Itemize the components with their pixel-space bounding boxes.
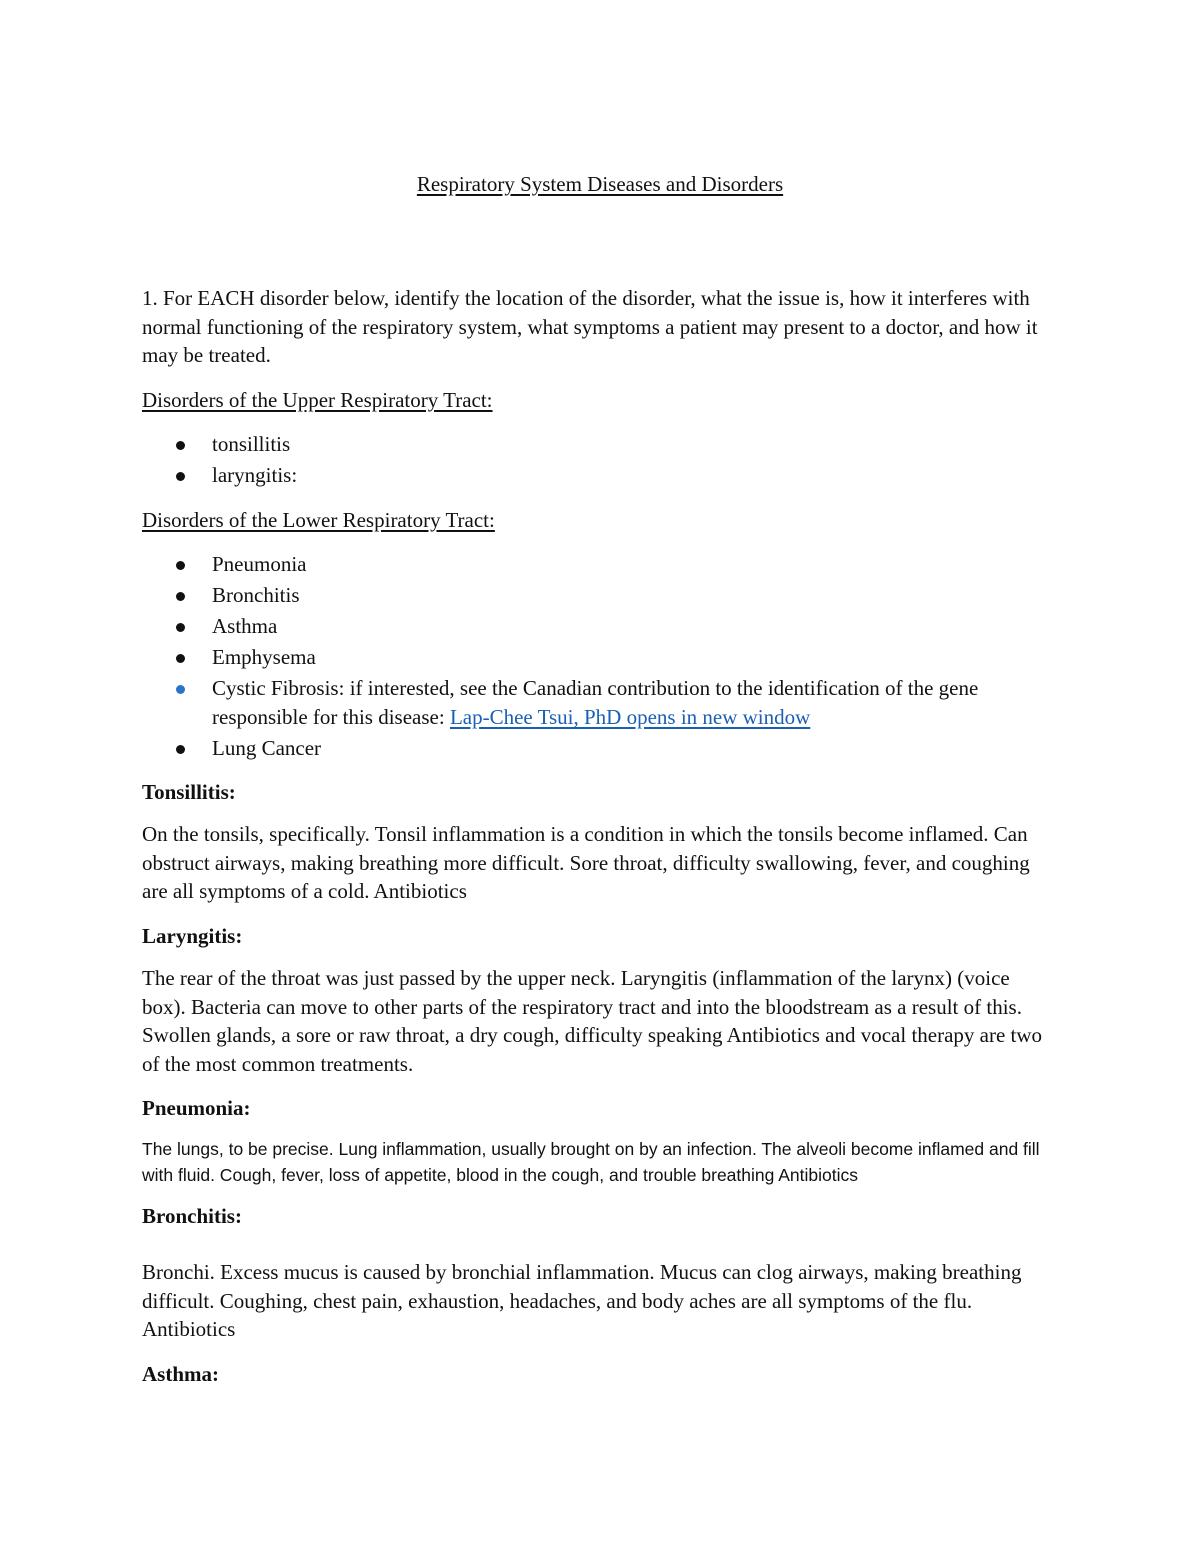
list-item-label: Asthma bbox=[212, 614, 278, 638]
bronchitis-heading: Bronchitis: bbox=[142, 1204, 242, 1228]
lower-tract-list bbox=[142, 550, 1042, 765]
list-item-label: laryngitis: bbox=[212, 463, 298, 487]
list-item-label: Pneumonia bbox=[212, 552, 307, 576]
list-item bbox=[142, 581, 1042, 610]
list-item bbox=[142, 643, 1042, 672]
list-item-label: tonsillitis bbox=[212, 432, 291, 456]
cystic-fibrosis-text: Cystic Fibrosis: if interested, see the Canadian contribution to the identification of the gene responsible for this disease: bbox=[212, 676, 979, 729]
bullet-icon bbox=[176, 561, 185, 570]
lower-tract-heading: Disorders of the Lower Respiratory Tract: bbox=[142, 508, 495, 532]
list-item-label: Emphysema bbox=[212, 645, 316, 669]
intro-paragraph: 1. For EACH disorder below, identify the location of the disorder, what the issue is, how it interferes with normal functioning of the respiratory system, what symptoms a patient may present to a doctor, and how it may be treated. bbox=[142, 286, 1038, 367]
pneumonia-paragraph: The lungs, to be precise. Lung inflammation, usually brought on by an infection. The alveoli become inflamed and fill with fluid. Cough, fever, loss of appetite, blood in the cough, and trouble breathing Antibiotics bbox=[142, 1139, 1040, 1185]
tonsillitis-heading: Tonsillitis: bbox=[142, 780, 236, 804]
list-item bbox=[142, 430, 1042, 459]
bullet-icon bbox=[176, 623, 185, 632]
upper-tract-heading: Disorders of the Upper Respiratory Tract: bbox=[142, 388, 493, 412]
lap-chee-tsui-link[interactable]: Lap-Chee Tsui, PhD opens in new window bbox=[449, 705, 811, 729]
list-item bbox=[142, 612, 1042, 641]
list-item-label: Lung Cancer bbox=[212, 736, 322, 760]
document-title: Respiratory System Diseases and Disorders bbox=[416, 172, 784, 196]
list-item bbox=[142, 461, 1042, 490]
upper-tract-list bbox=[142, 430, 1042, 492]
bullet-icon bbox=[176, 745, 185, 754]
bullet-icon bbox=[176, 592, 185, 601]
pneumonia-heading: Pneumonia: bbox=[142, 1096, 251, 1120]
tonsillitis-paragraph: On the tonsils, specifically. Tonsil inflammation is a condition in which the tonsils become inflamed. Can obstruct airways, making breathing more difficult. Sore throat, difficulty swallowing, fever, and coughing are all symptoms of a cold. Antibiotics bbox=[142, 822, 1030, 903]
bullet-icon bbox=[176, 685, 185, 694]
bronchitis-paragraph: Bronchi. Excess mucus is caused by bronchial inflammation. Mucus can clog airways, making breathing difficult. Coughing, chest pain, exhaustion, headaches, and body aches are all symptoms of the flu. Antibiotics bbox=[142, 1260, 1022, 1341]
bullet-icon bbox=[176, 654, 185, 663]
list-item-label: Bronchitis bbox=[212, 583, 300, 607]
laryngitis-heading: Laryngitis: bbox=[142, 924, 243, 948]
laryngitis-paragraph: The rear of the throat was just passed by the upper neck. Laryngitis (inflammation of the larynx) (voice box). Bacteria can move to other parts of the respiratory tract and into the bloodstream as a result of this. Swollen glands, a sore or raw throat, a dry cough, difficulty speaking Antibiotics and vocal therapy are two of the most common treatments. bbox=[142, 966, 1043, 1076]
list-item bbox=[142, 550, 1042, 579]
list-item bbox=[142, 734, 1042, 763]
list-item-cystic-fibrosis bbox=[142, 674, 1042, 732]
bullet-icon bbox=[176, 441, 185, 450]
asthma-heading: Asthma: bbox=[142, 1362, 219, 1386]
bullet-icon bbox=[176, 472, 185, 481]
